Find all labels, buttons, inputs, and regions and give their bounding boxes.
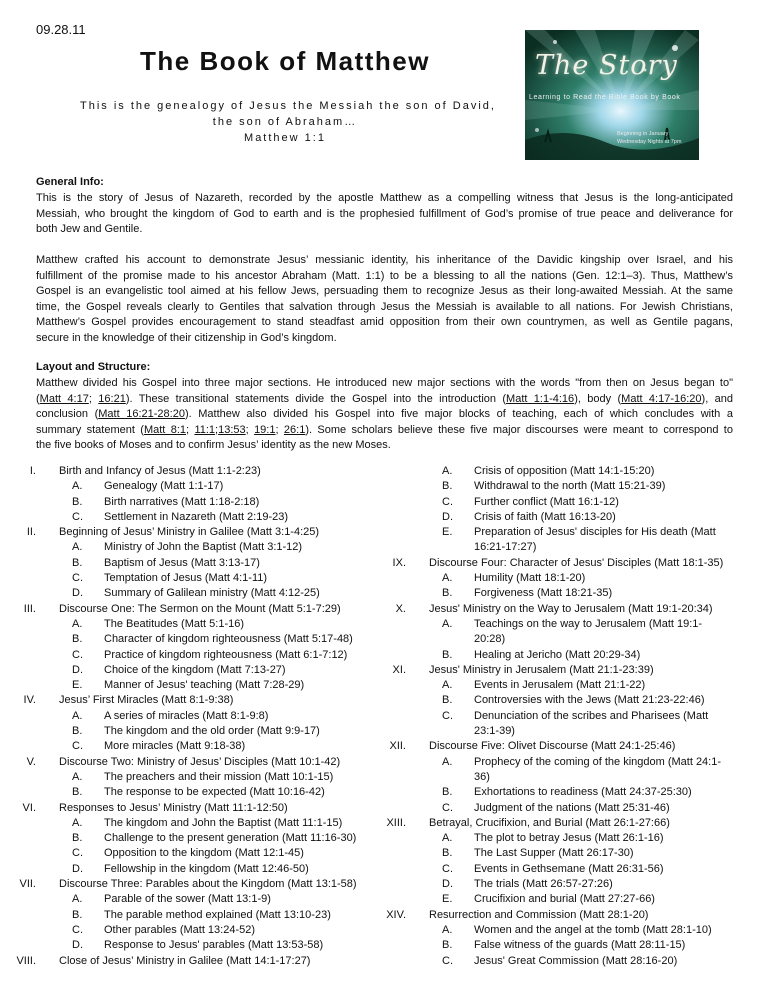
section-title: Close of Jesus’ Ministry in Galilee (Matt 14:1-17:27) [59,954,311,967]
subsection-title: Choice of the kingdom (Matt 7:13-27) [104,663,286,676]
subsection-letter: B. [72,908,83,921]
outline-subsection [0,923,384,938]
scripture-link[interactable]: 26:1 [283,423,306,436]
subsection-letter: E. [72,679,83,692]
subsection-title: Healing at Jericho (Matt 20:29-34) [474,648,641,661]
outline-subsection [384,617,768,648]
subsection-letter: A. [442,572,453,585]
subsection-letter: B. [442,847,453,860]
outline-section [0,755,384,770]
poster-note-line: Beginning in January [617,131,669,137]
subsection-title: A series of miracles (Matt 8:1-9:8) [104,709,269,722]
outline-subsection [0,479,384,494]
section-numeral: II. [26,526,36,539]
outline-subsection [0,540,384,555]
section-title: Resurrection and Commission (Matt 28:1-20) [429,908,649,921]
subsection-letter: C. [442,709,453,722]
subsection-title: Genealogy (Matt 1:1-17) [104,480,224,493]
subsection-title: Prophecy of the coming of the kingdom (Matt 24:1-36) [474,755,722,783]
subsection-title: Fellowship in the kingdom (Matt 12:46-50) [104,862,309,875]
outline-section [0,954,384,969]
outline-subsection [384,862,768,877]
subsection-title: Birth narratives (Matt 1:18-2:18) [104,495,260,508]
section-numeral: VIII. [16,954,36,967]
subsection-letter: A. [72,770,83,783]
outline-subsection [384,954,768,969]
section-title: Discourse Three: Parables about the Kingdom (Matt 13:1-58) [59,878,357,891]
section-numeral: XII. [389,740,406,753]
subsection-letter: B. [72,786,83,799]
layout-paragraph [36,376,733,454]
section-numeral: IX. [392,556,406,569]
outline-section [384,602,768,617]
subsection-letter: B. [72,832,83,845]
epigraph-line: This is the genealogy of Jesus the Messiah the son of David, [80,100,496,112]
subsection-letter: D. [442,510,453,523]
subsection-letter: A. [442,465,453,477]
paragraph-line: Matthew crafted his account to demonstrate Jesus’ messianic identity, his inheritance of the Davidic kingship over Israel, and his [36,254,733,266]
epigraph [80,98,496,146]
subsection-letter: B. [442,648,453,661]
outline-subsection [0,510,384,525]
outline-subsection [384,648,768,663]
subsection-title: Crucifixion and burial (Matt 27:27-66) [474,893,655,906]
outline-subsection [384,571,768,586]
subsection-title: More miracles (Matt 9:18-38) [104,740,246,753]
subsection-title: Withdrawal to the north (Matt 15:21-39) [474,480,666,493]
section-numeral: XIV. [386,908,406,921]
subsection-title: Opposition to the kingdom (Matt 12:1-45) [104,847,304,860]
subsection-title: Character of kingdom righteousness (Matt 5:17-48) [104,633,353,646]
document-date: 09.28.11 [36,22,86,37]
subsection-letter: C. [72,847,83,860]
subsection-letter: B. [72,633,83,646]
subsection-letter: C. [72,648,83,661]
subsection-letter: A. [72,617,83,630]
subsection-letter: A. [72,480,83,493]
outline-subsection [0,663,384,678]
subsection-title: The Last Supper (Matt 26:17-30) [474,847,634,860]
outline-subsection [384,923,768,938]
general-info-paragraph-2 [36,253,733,347]
outline-section [384,663,768,678]
subsection-letter: B. [72,556,83,569]
outline-section [0,525,384,540]
subsection-letter: A. [72,816,83,829]
paragraph-line: time, the Gospel reveals clearly to Gentiles that salvation through Jesus the Messiah is available to all nations. For Jewish Christians, [36,300,733,313]
section-title: Jesus' Ministry in Jerusalem (Matt 21:1-23:39) [429,663,654,676]
section-title: Discourse Two: Ministry of Jesus’ Disciples (Matt 10:1-42) [59,755,341,768]
paragraph-line: both Jew and Gentile. [36,223,143,236]
outline-subsection [0,648,384,663]
section-numeral: V. [26,755,36,768]
scripture-link[interactable]: Matt 4:17-16:20 [621,392,702,405]
epigraph-reference: Matthew 1:1 [244,132,326,144]
section-numeral: VI. [22,801,36,814]
subsection-letter: A. [442,755,453,768]
outline-subsection [384,846,768,861]
outline-subsection [0,938,384,953]
subsection-letter: B. [72,495,83,508]
subsection-title: False witness of the guards (Matt 28:11-15) [474,939,686,952]
subsection-letter: C. [442,862,453,875]
outline-subsection [0,586,384,601]
paragraph-line: Matthew divided his Gospel into three major sections. He introduced new major sections with the words "from then on Jesus began to" [36,377,733,389]
subsection-title: Response to Jesus' parables (Matt 13:53-58) [104,939,324,952]
outline-right-column [384,464,768,969]
subsection-letter: A. [72,709,83,722]
outline-left-column [0,464,384,969]
section-title: Discourse Four: Character of Jesus' Disciples (Matt 18:1-35) [429,556,724,569]
subsection-letter: B. [442,694,453,707]
subsection-letter: E. [442,893,453,906]
subsection-letter: C. [72,740,83,753]
outline-subsection [0,816,384,831]
subsection-title: The Beatitudes (Matt 5:1-16) [104,617,245,630]
subsection-title: Other parables (Matt 13:24-52) [104,923,256,936]
outline-subsection [384,755,768,786]
outline-subsection [0,846,384,861]
section-title: Beginning of Jesus’ Ministry in Galilee (Matt 3:1-4:25) [59,526,320,539]
section-numeral: III. [23,602,36,615]
subsection-title: The kingdom and John the Baptist (Matt 11:1-15) [104,816,343,829]
outline-subsection [384,709,768,740]
subsection-title: Settlement in Nazareth (Matt 2:19-23) [104,510,289,523]
subsection-title: Jesus' Great Commission (Matt 28:16-20) [474,954,678,967]
outline-subsection [0,770,384,785]
outline-subsection [384,831,768,846]
subsection-title: Denunciation of the scribes and Pharisees (Matt 23:1-39) [474,709,709,738]
section-title: Discourse Five: Olivet Discourse (Matt 24:1-25:46) [429,740,676,753]
outline-subsection [384,479,768,494]
outline-subsection [384,892,768,907]
outline-subsection [0,831,384,846]
subsection-title: Controversies with the Jews (Matt 21:23-22:46) [474,694,705,707]
outline-subsection [0,785,384,800]
poster-title: The Story [535,50,678,81]
outline-subsection [0,862,384,877]
outline-subsection [0,908,384,923]
subsection-title: Crisis of faith (Matt 16:13-20) [474,510,616,523]
outline-subsection [0,892,384,907]
scripture-link[interactable]: Matt 4:17 [39,392,89,405]
section-numeral: X. [395,602,406,615]
subsection-letter: A. [72,893,83,906]
outline-subsection [384,801,768,816]
subsection-letter: D. [72,663,83,676]
outline-section [384,908,768,923]
subsection-title: Ministry of John the Baptist (Matt 3:1-12) [104,541,303,554]
scripture-link[interactable]: 16:21 [98,392,126,405]
outline-subsection [384,525,768,556]
outline-section [0,693,384,708]
outline-subsection [384,938,768,953]
subsection-title: The parable method explained (Matt 13:10-23) [104,908,331,921]
scripture-link[interactable]: Matt 1:1-4:16 [506,392,575,405]
outline-section [384,556,768,571]
poster-note-line: Wednesday Nights at 7pm [617,139,682,145]
subsection-title: Events in Jerusalem (Matt 21:1-22) [474,679,646,692]
subsection-title: Events in Gethsemane (Matt 26:31-56) [474,862,664,875]
section-numeral: VII. [19,878,36,891]
section-title: Jesus' Ministry on the Way to Jerusalem (Matt 19:1-20:34) [429,602,713,615]
subsection-letter: D. [442,878,453,891]
subsection-letter: B. [72,725,83,738]
outline-subsection [384,464,768,479]
outline-subsection [384,510,768,525]
outline-section [0,602,384,617]
subsection-title: Parable of the sower (Matt 13:1-9) [104,893,271,906]
general-info-paragraph-1 [36,191,733,238]
paragraph-line: fulfillment of the promise made to his ancestor Abraham (Matt. 1:1) to be a blessing to all the nations (Gen. 12:1–3). Thus, Matthew’s [36,269,733,282]
scripture-link[interactable]: Matt 16:21-28:20 [98,408,185,421]
paragraph-line: conclusion (Matt 16:21-28:20). Matthew also divided his Gospel into five major blocks of teaching, each of which concludes with a [36,408,733,421]
subsection-letter: D. [72,587,83,600]
subsection-title: Teachings on the way to Jerusalem (Matt 19:1-20:28) [474,617,703,646]
subsection-title: Practice of kingdom righteousness (Matt 6:1-7:12) [104,648,348,661]
section-title: Discourse One: The Sermon on the Mount (Matt 5:1-7:29) [59,602,341,615]
subsection-title: Exhortations to readiness (Matt 24:37-25:30) [474,786,692,799]
paragraph-line: secure in the knowledge of their citizenship in God’s kingdom. [36,331,337,344]
subsection-title: Baptism of Jesus (Matt 3:13-17) [104,556,260,569]
subsection-title: Women and the angel at the tomb (Matt 28:1-10) [474,923,712,936]
section-title: Jesus’ First Miracles (Matt 8:1-9:38) [59,694,234,707]
outline-subsection [384,877,768,892]
outline-subsection [384,495,768,510]
subsection-letter: C. [72,923,83,936]
subsection-letter: B. [442,939,453,952]
outline-section [0,877,384,892]
scripture-link[interactable]: 19:1 [254,423,276,436]
subsection-letter: B. [442,786,453,799]
subsection-title: Temptation of Jesus (Matt 4:1-11) [104,572,268,585]
outline-subsection [0,709,384,724]
subsection-letter: C. [72,572,83,585]
subsection-title: The response to be expected (Matt 10:16-42) [104,786,325,799]
outline-subsection [384,678,768,693]
subsection-title: Manner of Jesus' teaching (Matt 7:28-29) [104,679,305,692]
scripture-link[interactable]: 13:53 [218,423,246,436]
scripture-link[interactable]: 11:1 [194,423,216,436]
outline-subsection [384,693,768,708]
poster-subtitle: Learning to Read the Bible Book by Book [529,94,681,101]
outline-subsection [0,556,384,571]
section-numeral: XI. [392,663,406,676]
subsection-title: The kingdom and the old order (Matt 9:9-17) [104,725,320,738]
subsection-letter: B. [442,480,453,493]
subsection-letter: D. [72,862,83,875]
poster-schedule-note [617,130,681,146]
outline-subsection [0,678,384,693]
section-title: Responses to Jesus’ Ministry (Matt 11:1-12:50) [59,801,288,814]
section-title: Birth and Infancy of Jesus (Matt 1:1-2:23) [59,465,261,477]
subsection-letter: C. [442,954,453,967]
outline-subsection [0,617,384,632]
subsection-letter: D. [72,939,83,952]
section-title: Betrayal, Crucifixion, and Burial (Matt 26:1-27:66) [429,816,670,829]
document-title: The Book of Matthew [140,46,430,76]
subsection-letter: A. [442,679,453,692]
outline-subsection [0,632,384,647]
the-story-poster [525,30,699,160]
subsection-title: The preachers and their mission (Matt 10:1-15) [104,770,334,783]
outline-section [384,816,768,831]
paragraph-line: Matthew’s Gospel provides encouragement to stand steadfast amid opposition from their own countrymen, as well as Gentile pagans, [36,316,733,329]
subsection-title: The trials (Matt 26:57-27:26) [474,878,613,891]
subsection-title: Preparation of Jesus' disciples for His death (Matt 16:21-17:27) [474,526,716,554]
outline-subsection [0,495,384,510]
layout-heading: Layout and Structure: [36,361,151,373]
subsection-title: Forgiveness (Matt 18:21-35) [474,587,613,600]
scripture-link[interactable]: Matt 8:1 [143,423,186,436]
paragraph-line: the five books of Moses and to confirm Jesus’ identity as the new Moses. [36,439,391,452]
subsection-letter: A. [72,541,83,554]
paragraph-line: Gospel is an evangelistic tool aimed at his fellow Jews, persuading them to recognize Jesus as their long-awaited Messiah. At the same [36,285,733,298]
section-numeral: I. [29,465,36,477]
subsection-title: Challenge to the present generation (Matt 11:16-30) [104,832,357,845]
subsection-title: Crisis of opposition (Matt 14:1-15:20) [474,465,655,477]
outline-section [0,801,384,816]
subsection-title: Summary of Galilean ministry (Matt 4:12-25) [104,587,320,600]
subsection-title: Humility (Matt 18:1-20) [474,572,586,585]
subsection-title: Judgment of the nations (Matt 25:31-46) [474,801,670,814]
epigraph-line: the son of Abraham… [212,116,358,128]
outline-subsection [0,724,384,739]
paragraph-line: Messiah, who brought the kingdom of God to earth and is the prophesied fulfillment of God’s promise of true peace and deliverance for [36,207,733,220]
subsection-letter: C. [72,510,83,523]
outline-section [0,464,384,479]
outline-subsection [0,571,384,586]
subsection-title: The plot to betray Jesus (Matt 26:1-16) [474,832,664,845]
subsection-letter: A. [442,617,453,630]
paragraph-line: (Matt 4:17; 16:21). These transitional statements divide the Gospel into the introduction (Matt 1:1-4:16), body (Matt 4:17-16:20), and [36,392,733,405]
subsection-title: Further conflict (Matt 16:1-12) [474,495,619,508]
general-info-heading: General Info: [36,176,104,188]
section-numeral: XIII. [386,816,406,829]
paragraph-line: This is the story of Jesus of Nazareth, recorded by the apostle Matthew as a compelling witness that Jesus is the long-anticipated [36,192,733,204]
subsection-letter: C. [442,801,453,814]
paragraph-line: summary statement (Matt 8:1; 11:1;13:53; 19:1; 26:1). Some scholars believe these five major discourses were meant to correspond to [36,423,733,436]
subsection-letter: E. [442,526,453,539]
outline-section [384,739,768,754]
outline-subsection [384,785,768,800]
subsection-letter: B. [442,587,453,600]
outline-subsection [0,739,384,754]
outline-subsection [384,586,768,601]
section-numeral: IV. [23,694,36,707]
subsection-letter: A. [442,832,453,845]
subsection-letter: A. [442,923,453,936]
subsection-letter: C. [442,495,453,508]
